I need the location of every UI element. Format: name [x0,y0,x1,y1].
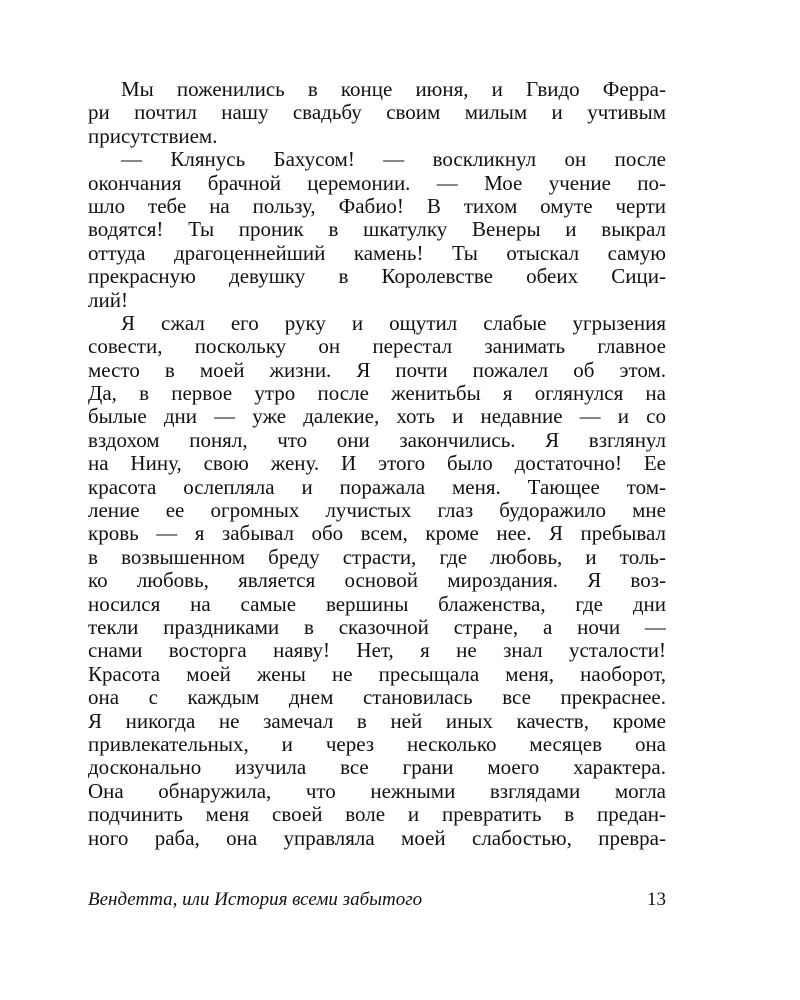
text-line: на Нину, свою жену. И этого было достаточно! Ее [88,452,666,476]
text-line: Мы поженились в конце июня, и Гвидо Ферра- [121,78,666,101]
text-line: она с каждым днем становилась все прекраснее. [88,686,666,710]
text-line: прекрасную девушку в Королевстве обеих Сици- [88,265,666,289]
text-line: былые дни — уже далекие, хоть и недавние — и со [88,405,666,429]
text-line: текли праздниками в сказочной стране, а ночи — [88,615,666,639]
paragraph-1 [88,78,666,148]
text-line: водятся! Ты проник в шкатулку Венеры и выкрал [88,218,666,242]
text-line: досконально изучила все грани моего характера. [88,756,666,780]
text-line: Я сжал его руку и ощутил слабые угрызения [121,311,666,335]
running-title: Вендетта, или История всеми забытого [88,889,423,910]
text-line: Я никогда не замечал в ней иных качеств, кроме [88,709,666,733]
text-line: носился на самые вершины блаженства, где дни [88,592,666,616]
text-line: привлекательных, и через несколько месяцев она [88,732,666,756]
paragraph-3 [88,312,666,850]
text-line: совести, поскольку он перестал занимать главное [88,335,666,359]
text-line: ко любовь, является основой мироздания. Я воз- [88,569,666,593]
page-footer [88,887,666,913]
text-line: оттуда драгоценнейший камень! Ты отыскал самую [88,241,666,265]
text-line: шло тебе на пользу, Фабио! В тихом омуте черти [88,194,666,218]
text-line: окончания брачной церемонии. — Мое учение по- [88,171,666,195]
text-line: Красота моей жены не пресыщала меня, наоборот, [88,662,666,686]
text-line: красота ослепляла и поражала меня. Тающее том- [88,475,666,499]
paragraph-2 [88,148,666,312]
text-line: — Клянусь Бахусом! — воскликнул он после [121,148,666,172]
text-line: Да, в первое утро после женитьбы я оглянулся на [88,382,666,406]
text-line: кровь — я забывал обо всем, кроме нее. Я пребывал [88,522,666,546]
text-line: Она обнаружила, что нежными взглядами могла [88,779,666,803]
page-number: 13 [647,889,666,910]
text-line: присутствием. [88,124,218,148]
text-line: ление ее огромных лучистых глаз будоражило мне [88,499,666,523]
text-line: снами восторга наяву! Нет, я не знал усталости! [88,639,666,663]
text-line: ри почтил нашу свадьбу своим милым и учтивым [88,101,666,125]
text-line: ного раба, она управляла моей слабостью, превра- [88,826,666,850]
text-line: в возвышенном бреду страсти, где любовь, и толь- [88,545,666,569]
text-line: вздохом понял, что они закончились. Я взглянул [88,428,666,452]
text-line: лий! [88,288,128,312]
text-line: подчинить меня своей воле и превратить в предан- [88,803,666,827]
text-line: место в моей жизни. Я почти пожалел об этом. [88,358,666,382]
page-body [88,78,666,850]
